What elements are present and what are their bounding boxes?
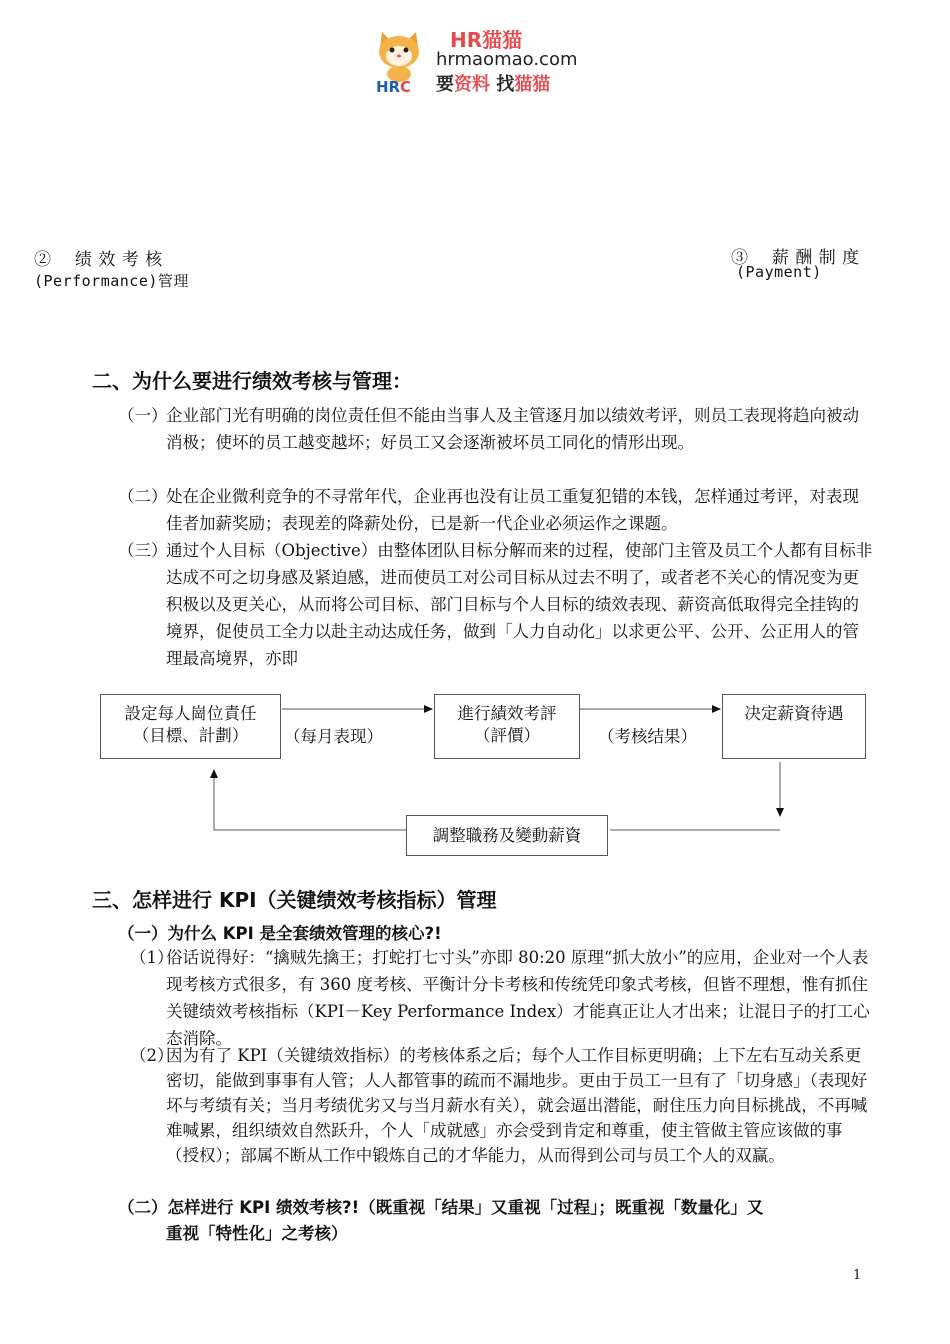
header-performance-line1: ② 绩 效 考 核 [34,250,163,270]
item-text: 因为有了 KPI（关键绩效指标）的考核体系之后；每个人工作目标更明确；上下左右互动关系更密切，能做到事事有人管；人人都管事的疏而不漏地步。更由于员工一旦有了「切身感」（表现好坏与考绩有关；当月考绩优劣又与当月薪水有关），就会逼出潜能，耐住压力向目标挑战，不再喊难喊累，组织绩效自然跃升，个人「成就感」亦会受到肯定和尊重，使主管做主管应该做的事（授权）；部属不断从工作中锻炼自己的才华能力，从而得到公司与员工个人的双赢。 [166,1046,868,1165]
item-text: 通过个人目标（Objective）由整体团队目标分解而来的过程，使部门主管及员工个人都有目标非达成不可之切身感及紧迫感，进而使员工对公司目标从过去不明了，或者老不关心的情况变为更积极以及更关心，从而将公司目标、部门目标与个人目标的绩效表现、薪资高低取得完全挂钩的境界，促使员工全力以赴主动达成任务，做到「人力自动化」以求更公平、公开、公正用人的管理最高境界，亦即 [166,541,873,668]
svg-text:HR: HR [376,78,401,94]
flow-box-salary: 决定薪資待遇 [722,694,866,759]
item-text: 企业部门光有明确的岗位责任但不能由当事人及主管逐月加以绩效考评，则员工表现将趋向被动消极；使坏的员工越变越坏；好员工又会逐渐被坏员工同化的情形出现。 [166,406,859,452]
section3-sub2-line1: （二）怎样进行 KPI 绩效考核?!（既重视「结果」又重视「过程」；既重视「数量化」又 [118,1198,764,1217]
section2-item-1 [118,402,874,456]
svg-text:C: C [400,78,412,94]
logo-slogan: 要资料 找猫猫 [436,74,551,95]
page-number: 1 [853,1268,862,1283]
flow-box-evaluate: 進行績效考評 （評價） [434,694,580,759]
section2-item-2 [118,483,874,537]
logo-site: hrmaomao.com [436,49,578,70]
item-number: （一） [118,406,168,425]
section3-sub2-line2: 重视「特性化」之考核） [166,1224,348,1243]
item-number: （2） [130,1046,174,1065]
cat-mascot-icon [372,22,434,94]
flow-box-adjust: 調整職務及變動薪資 [406,815,608,856]
logo-brand: HR猫猫 [450,28,523,52]
section3-item-1 [130,944,874,1052]
section3-item-2 [130,1043,874,1168]
header-payment-line2: (Payment) [736,263,822,281]
header-payment-line1: ③ 薪 酬 制 度 [731,248,860,268]
item-text: 处在企业微利竞争的不寻常年代，企业再也没有让员工重复犯错的本钱，怎样通过考评，对表现佳者加薪奖励；表现差的降薪处份，已是新一代企业必须运作之课题。 [166,487,859,533]
site-logo [372,22,582,94]
section3-sub1: （一）为什么 KPI 是全套绩效管理的核心?! [118,924,442,943]
section3-title: 三、怎样进行 KPI（关键绩效考核指标）管理 [92,888,497,912]
item-number: （三） [118,541,168,560]
flow-label-monthly: （每月表现） [284,727,383,746]
item-number: （1） [130,948,174,967]
section2-title: 二、为什么要进行绩效考核与管理： [92,369,412,393]
flow-box-set-responsibility: 設定每人崗位責任 （目標、計劃） [100,694,281,759]
item-text: 俗话说得好：“擒贼先擒王；打蛇打七寸头”亦即 80:20 原理“抓大放小”的应用，企业对一个人表现考核方式很多，有 360 度考核、平衡计分卡考核和传统凭印象式考核，但皆不理想，惟有抓住关键绩效考核指标（KPI－Key Performance Index）才能真正让人才出来；让混日子的打工心态消除。 [166,948,870,1048]
item-number: （二） [118,487,168,506]
flow-label-result: （考核结果） [598,727,697,746]
section2-item-3 [118,537,874,672]
header-performance-line2: (Performance)管理 [34,272,189,290]
